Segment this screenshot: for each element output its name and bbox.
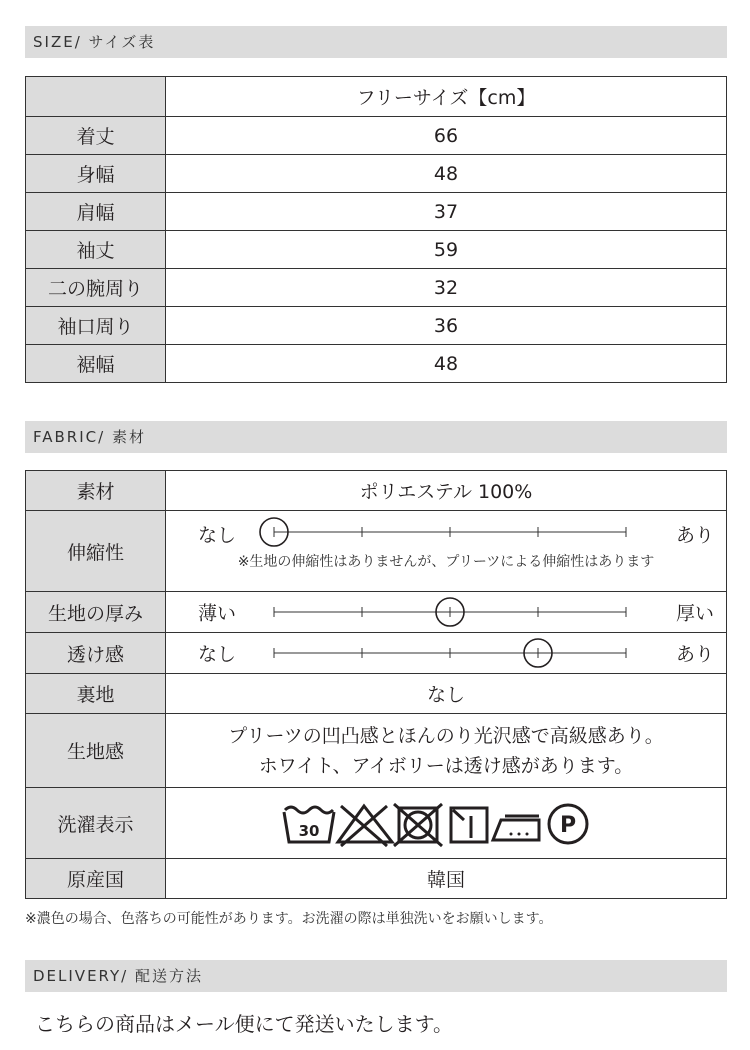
thickness-scale-graphic (166, 593, 728, 631)
sheerness-label: 透け感 (26, 633, 166, 674)
fabric-section-header: FABRIC/ 素材 (25, 421, 727, 453)
size-section-header: SIZE/ サイズ表 (25, 26, 727, 58)
texture-label: 生地感 (26, 714, 166, 788)
line-dry-icon (451, 808, 487, 842)
thickness-cell (166, 592, 727, 633)
table-row (26, 859, 727, 899)
sheerness-scale-graphic (166, 634, 728, 672)
size-row-value: 48 (166, 155, 727, 193)
care-icons-cell (166, 788, 727, 859)
table-row (26, 117, 727, 155)
size-row-value: 37 (166, 193, 727, 231)
texture-line-2: ホワイト、アイボリーは透け感があります。 (258, 754, 634, 777)
blank-corner-cell (26, 77, 166, 117)
stretch-label: 伸縮性 (26, 511, 166, 592)
size-row-label: 裾幅 (26, 345, 166, 383)
stretch-left-label: なし (198, 524, 237, 547)
size-row-value: 32 (166, 269, 727, 307)
table-row (26, 788, 727, 859)
size-row-label: 肩幅 (26, 193, 166, 231)
sheerness-right-label: あり (675, 643, 714, 666)
delivery-text: こちらの商品はメール便にて発送いたします。 (35, 1012, 453, 1036)
no-tumble-dry-icon (394, 804, 442, 846)
size-row-label: 袖口周り (26, 307, 166, 345)
size-row-label: 身幅 (26, 155, 166, 193)
stretch-scale-graphic (166, 511, 728, 557)
table-row (26, 77, 727, 117)
lining-label: 裏地 (26, 674, 166, 714)
table-row (26, 269, 727, 307)
size-column-header: フリーサイズ【cm】 (166, 77, 727, 117)
size-row-label: 二の腕周り (26, 269, 166, 307)
sheerness-cell (166, 633, 727, 674)
table-row (26, 674, 727, 714)
size-row-value: 59 (166, 231, 727, 269)
table-row (26, 592, 727, 633)
table-row (26, 345, 727, 383)
table-row (26, 155, 727, 193)
size-row-value: 66 (166, 117, 727, 155)
stretch-right-label: あり (675, 524, 714, 547)
texture-cell (166, 714, 727, 788)
size-row-value: 48 (166, 345, 727, 383)
iron-low-icon (493, 816, 539, 840)
care-symbols (281, 798, 611, 848)
texture-line-1: プリーツの凹凸感とほんのり光沢感で高級感あり。 (228, 724, 664, 747)
table-row (26, 471, 727, 511)
material-value: ポリエステル 100% (166, 471, 727, 511)
table-row (26, 714, 727, 788)
no-bleach-icon (338, 806, 392, 846)
table-row (26, 193, 727, 231)
wash-temp-text: 30 (298, 822, 320, 840)
dry-clean-letter: P (559, 813, 577, 838)
origin-label: 原産国 (26, 859, 166, 899)
size-row-label: 着丈 (26, 117, 166, 155)
size-row-value: 36 (166, 307, 727, 345)
table-row (26, 511, 727, 592)
dry-clean-p-icon (549, 805, 587, 843)
stretch-scale (166, 511, 726, 557)
material-label: 素材 (26, 471, 166, 511)
table-row (26, 231, 727, 269)
stretch-cell (166, 511, 727, 592)
stretch-note: ※生地の伸縮性はありませんが、プリーツによる伸縮性はあります (237, 554, 655, 570)
wash-30-icon (284, 807, 334, 842)
sheerness-left-label: なし (198, 643, 237, 666)
washing-footnote: ※濃色の場合、色落ちの可能性があります。お洗濯の際は単独洗いをお願いします。 (25, 911, 553, 927)
table-row (26, 307, 727, 345)
table-row (26, 633, 727, 674)
care-label: 洗濯表示 (26, 788, 166, 859)
lining-value: なし (166, 674, 727, 714)
thickness-scale (166, 593, 726, 631)
origin-value: 韓国 (166, 859, 727, 899)
fabric-table (25, 470, 727, 899)
size-row-label: 袖丈 (26, 231, 166, 269)
thickness-right-label: 厚い (675, 602, 714, 625)
delivery-section-header: DELIVERY/ 配送方法 (25, 960, 727, 992)
thickness-label: 生地の厚み (26, 592, 166, 633)
sheerness-scale (166, 634, 726, 672)
size-table (25, 76, 727, 383)
thickness-left-label: 薄い (198, 602, 237, 625)
